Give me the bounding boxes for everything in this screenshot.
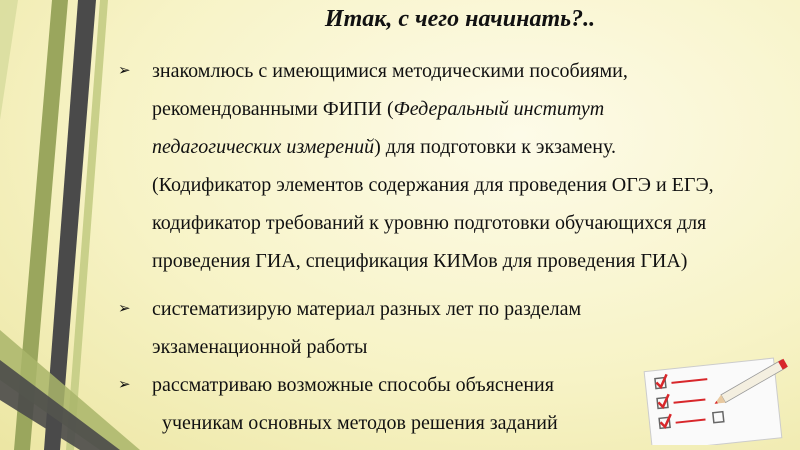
bullet-arrow-icon: ➢ (118, 377, 131, 393)
bullet-line: кодификатор требований к уровню подготовки обучающихся для (152, 212, 707, 234)
bullet-line: (Кодификатор элементов содержания для проведения ОГЭ и ЕГЭ, (152, 174, 714, 196)
bullet-arrow-icon: ➢ (118, 301, 131, 317)
bullet-line-italic: Федеральный институт (393, 98, 605, 120)
bullet-item-methodical-materials (118, 52, 758, 280)
bullet-line: рекомендованными ФИПИ ( (152, 98, 394, 120)
bullet-text (152, 52, 758, 280)
bullet-line: проведения ГИА, спецификация КИМов для проведения ГИА) (152, 250, 688, 272)
bullet-line: знакомлюсь с имеющимися методическими пособиями, (152, 60, 628, 82)
checklist-pencil-icon (640, 355, 790, 445)
bullet-line: экзаменационной работы (152, 336, 368, 358)
bullet-arrow-icon: ➢ (118, 63, 131, 79)
bullet-line: рассматриваю возможные способы объяснения (152, 374, 554, 396)
bullet-line: систематизирую материал разных лет по разделам (152, 298, 582, 320)
bullet-line: ученикам основных методов решения заданий (162, 412, 558, 434)
bullet-line: ) для подготовки к экзамену. (374, 136, 616, 158)
page-title: Итак, с чего начинать?.. (324, 6, 596, 32)
bullet-line-italic: педагогических измерений (152, 136, 375, 158)
